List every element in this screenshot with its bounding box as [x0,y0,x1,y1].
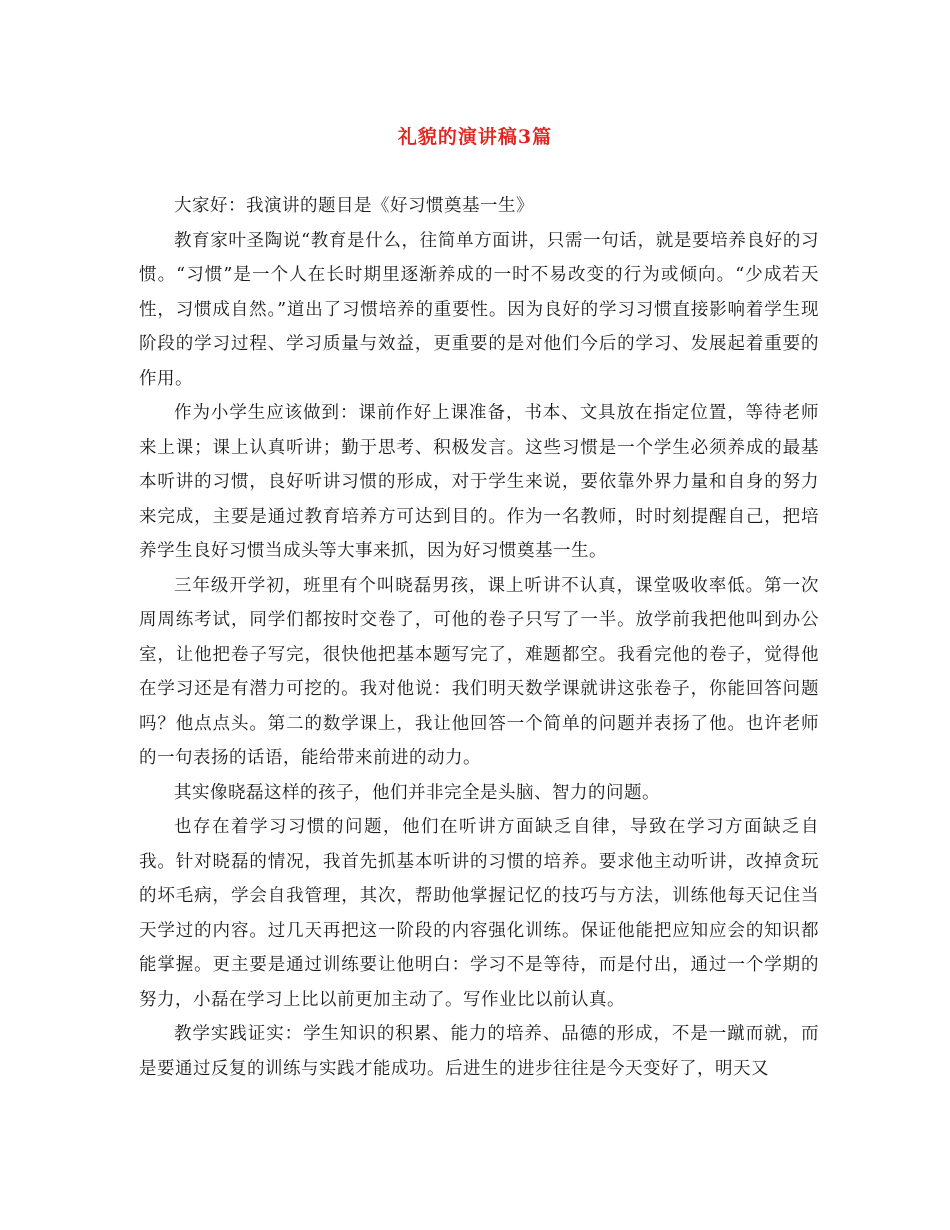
paragraph-teaching-practice: 教学实践证实：学生知识的积累、能力的培养、品德的形成，不是一蹴而就，而是要通过反复的训练与实践才能成功。后进生的进步往往是今天变好了，明天又 [139,1024,819,1079]
paragraph-habit-training: 也存在着学习习惯的问题，他们在听讲方面缺乏自律，导致在学习方面缺乏自我。针对晓磊的情况，我首先抓基本听讲的习惯的培养。要求他主动听讲，改掉贪玩的坏毛病，学会自我管理，其次，帮助他掌握记忆的技巧与方法，训练他每天记住当天学过的内容。过几天再把这一阶段的内容强化训练。保证他能把应知应会的知识都能掌握。更主要是通过训练要让他明白：学习不是等待，而是付出，通过一个学期的努力，小磊在学习上比以前更加主动了。写作业比以前认真。 [139,817,819,1010]
paragraph-greeting: 大家好：我演讲的题目是《好习惯奠基一生》 [174,196,534,216]
paragraph-student-duties: 作为小学生应该做到：课前作好上课准备，书本、文具放在指定位置，等待老师来上课；课上认真听讲；勤于思考、积极发言。这些习惯是一个学生必须养成的最基本听讲的习惯，良好听讲习惯的形成，对于学生来说，要依靠外界力量和自身的努力来完成，主要是通过教育培养方可达到目的。作为一名教师，时时刻提醒自己，把培养学生良好习惯当成头等大事来抓，因为好习惯奠基一生。 [139,403,819,561]
paragraph-habit-definition: 教育家叶圣陶说“教育是什么，往简单方面讲，只需一句话，就是要培养良好的习惯。“习惯”是一个人在长时期里逐渐养成的一时不易改变的行为或倾向。“少成若天性，习惯成自然。”道出了习惯培养的重要性。因为良好的学习习惯直接影响着学生现阶段的学习过程、学习质量与效益，更重要的是对他们今后的学习、发展起着重要的作用。 [139,230,819,389]
document-body [139,189,819,1086]
paragraph-xiaolei-story: 三年级开学初，班里有个叫晓磊男孩，课上听讲不认真，课堂吸收率低。第一次周周练考试，同学们都按时交卷了，可他的卷子只写了一半。放学前我把他叫到办公室，让他把卷子写完，很快他把基本题写完了，难题都空。我看完他的卷子，觉得他在学习还是有潜力可挖的。我对他说：我们明天数学课就讲这张卷子，你能回答问题吗？他点点头。第二的数学课上，我让他回答一个简单的问题并表扬了他。也许老师的一句表扬的话语，能给带来前进的动力。 [139,575,819,768]
paragraph-not-intelligence: 其实像晓磊这样的孩子，他们并非完全是头脑、智力的问题。 [174,782,660,803]
document-title: 礼貌的演讲稿3篇 [397,126,553,148]
